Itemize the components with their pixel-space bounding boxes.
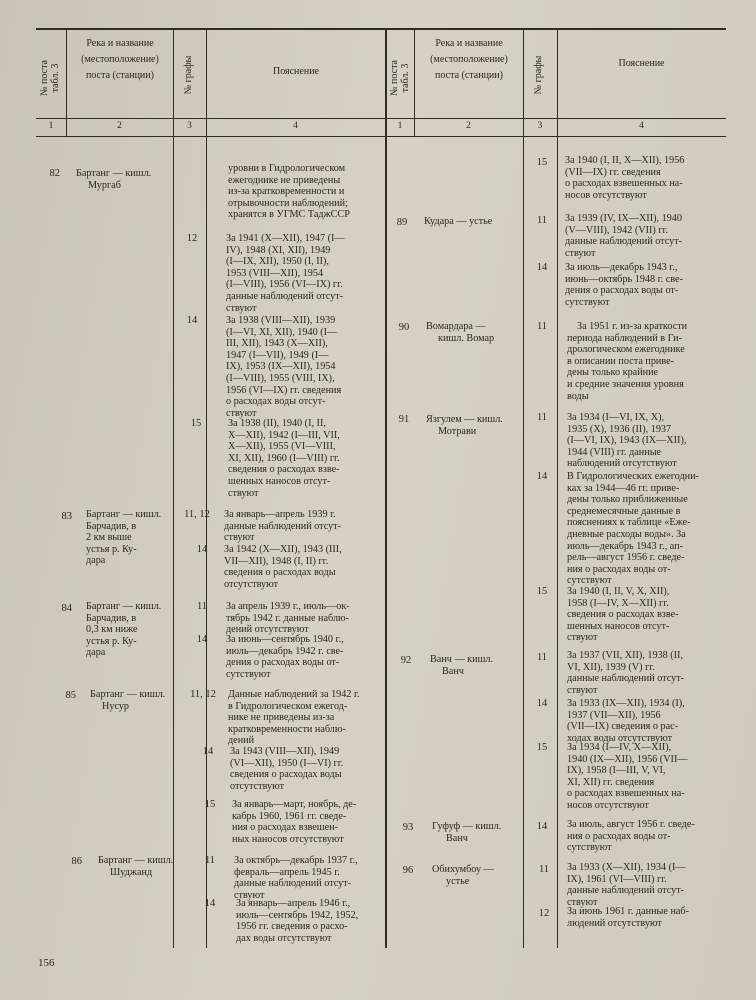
note-line: (VI—XII), 1950 (I—VI) гг. — [230, 757, 344, 769]
note-line: В Гидрологических ежегодни- — [567, 471, 699, 482]
note-line: данные наблюдений отсут- — [234, 878, 352, 890]
river-line: Барчадив, в — [86, 612, 137, 624]
graph-number: 14 — [202, 746, 214, 757]
note-line: За 1933 (IX—XII), 1934 (I), — [567, 698, 685, 709]
note-line: ствуют — [224, 532, 255, 544]
note-line: ствуют — [226, 407, 257, 419]
col-number-2: 2 — [117, 121, 122, 131]
note-line: За 1941 (X—XII), 1947 (I— — [226, 233, 345, 244]
col-number-4-right: 4 — [639, 121, 644, 131]
note-line: ствуют — [226, 302, 257, 314]
header-river-right — [416, 36, 522, 84]
river-line: Гуфуф — кишл. — [432, 821, 502, 832]
note-line: (I—VI, IX), 1943 (IX—XII), — [567, 435, 687, 447]
note-line: шенных наносов отсут- — [228, 475, 331, 487]
post-number: 85 — [65, 690, 76, 701]
graph-number: 12 — [538, 908, 550, 919]
col-number-3-right: 3 — [537, 121, 543, 131]
note-line: За январь—апрель 1939 г. — [224, 509, 336, 520]
header-note-right-text: Пояснение — [618, 58, 665, 69]
note-line: XI, XII), 1960 (I—VIII) гг. — [228, 452, 340, 464]
note-line: За 1942 (X—XII), 1943 (III, — [224, 544, 342, 555]
note-line: сведения о расходах воды — [224, 567, 336, 579]
note-line: ствуют — [567, 632, 598, 644]
note-line: За апрель 1939 г., июль—ок- — [226, 601, 350, 612]
post-number: 91 — [398, 414, 410, 425]
note-text — [236, 898, 358, 944]
col-divider — [173, 30, 174, 948]
note-line: За 1937 (VII, XII), 1938 (II, — [567, 650, 683, 661]
note-line: кабрь 1960, 1961 гг. сведе- — [232, 810, 347, 822]
graph-number: 11 — [536, 215, 548, 226]
river-line: устья р. Ку- — [86, 543, 137, 555]
post-number: 89 — [396, 217, 408, 228]
graph-number: 14 — [196, 544, 208, 555]
note-text — [234, 855, 358, 901]
river-line: Нусур — [102, 700, 130, 712]
note-line: отсутствуют — [224, 578, 279, 590]
note-line: носов отсутствуют — [567, 799, 649, 811]
header-river-line1: Река и название — [86, 38, 154, 49]
river-line: Ванч — [446, 832, 468, 844]
note-line: ствуют — [234, 889, 265, 901]
river-line: дара — [86, 647, 106, 659]
graph-number: 11 — [536, 412, 548, 423]
river-name — [426, 414, 503, 437]
note-text — [567, 862, 686, 908]
note-line: (I—IX, XII), 1950 (I, II), — [226, 256, 329, 268]
note-line: За июль, август 1956 г. сведе- — [567, 819, 695, 830]
table-top-rule — [36, 28, 726, 30]
note-text — [230, 746, 343, 792]
note-line: (VII—IX) гг. сведения — [565, 166, 661, 178]
note-line: ходах воды отсутствуют — [567, 732, 673, 744]
graph-number: 14 — [186, 315, 198, 326]
header-graph-no-right — [533, 37, 547, 113]
note-line: дены только крайние — [567, 367, 659, 379]
graph-number: 15 — [536, 157, 548, 168]
note-line: воды — [567, 390, 589, 402]
note-line: 1953 (VIII—XII), 1954 — [226, 267, 324, 279]
note-line: дений отсутствуют — [226, 624, 309, 636]
river-name — [90, 689, 165, 712]
note-line: данные наблюдений отсут- — [565, 236, 683, 248]
note-line: (I—VI, XI, XII), 1940 (I— — [226, 326, 338, 338]
note-line: 1937 (VII—XII), 1956 — [567, 709, 661, 721]
note-text — [567, 906, 689, 929]
note-line: дения о расходах воды от- — [226, 657, 340, 669]
graph-number: 11 — [536, 321, 548, 332]
header-post-no-line2: табл. 3 — [50, 63, 61, 93]
note-line: периода наблюдений в Ги- — [567, 332, 682, 344]
header-graph-no — [183, 37, 197, 113]
note-line: VII—XII), 1948 (I, II) гг. — [224, 555, 329, 567]
note-line: За 1940 (I, II, V, X, XII), — [567, 586, 670, 597]
note-line: ствуют — [565, 247, 596, 259]
note-line: 1958 (I—IV, X—XII) гг. — [567, 597, 669, 609]
note-line: сутствуют — [226, 668, 271, 680]
note-line: пояснениях к таблице «Еже- — [567, 517, 691, 529]
graph-number: 14 — [536, 262, 548, 273]
header-post-no — [39, 39, 63, 117]
col-number-2-right: 2 — [466, 121, 471, 131]
header-river-right-line3: поста (станции) — [435, 70, 503, 81]
col-number-4: 4 — [293, 121, 298, 131]
col-divider — [557, 30, 558, 948]
header-note-right — [557, 56, 726, 72]
note-line: дрологическом ежегоднике — [567, 344, 685, 356]
note-line: 1956 (VI—IX) гг. сведения — [226, 384, 342, 396]
graph-number: 11 — [536, 652, 548, 663]
graph-number: 14 — [536, 698, 548, 709]
note-line: дения о расходах воды от- — [565, 285, 679, 297]
col-number-1: 1 — [48, 121, 54, 131]
river-line: Барчадив, в — [86, 520, 137, 532]
note-text — [567, 412, 686, 470]
header-river-line2: (местоположение) — [81, 54, 159, 65]
graph-number: 11 — [538, 864, 550, 875]
page-number: 156 — [38, 957, 55, 969]
note-line: IX), 1958 (I—III, V, VI, — [567, 765, 666, 777]
note-text — [567, 650, 684, 696]
note-text — [567, 471, 699, 587]
note-text — [228, 689, 360, 747]
graph-number: 11 — [196, 601, 208, 612]
note-line: июль—декабрь 1943 г., ап- — [567, 540, 684, 552]
header-bottom-rule — [36, 136, 726, 137]
note-line: За июль—декабрь 1943 г., — [565, 262, 678, 273]
note-line: июнь—октябрь 1948 г. све- — [565, 273, 683, 285]
note-line: 1944 (VIII) гг. данные — [567, 446, 662, 458]
note-line: III, XII), 1943 (X—XII), — [226, 338, 328, 350]
note-line: За июнь—сентябрь 1940 г., — [226, 634, 344, 645]
note-line: в Гидрологическом ежегод- — [228, 700, 348, 712]
header-graph-no-right-text: № графы — [533, 55, 544, 95]
note-line: Данные наблюдений за 1942 г. — [228, 689, 360, 700]
note-line: в описании поста приве- — [567, 355, 675, 367]
river-name — [432, 864, 494, 887]
note-line: тябрь 1942 г. данные наблю- — [226, 612, 350, 624]
note-text — [226, 233, 345, 314]
river-line: Бартанг — кишл. — [86, 509, 162, 520]
graph-number: 15 — [204, 799, 216, 810]
note-line: данные наблюдений отсут- — [567, 673, 685, 685]
header-river-right-line1: Река и название — [435, 38, 503, 49]
header-note — [206, 64, 386, 80]
note-text — [565, 155, 684, 201]
note-text — [226, 315, 341, 419]
river-name — [98, 855, 173, 878]
river-line: устья р. Ку- — [86, 635, 137, 647]
note-line: За 1933 (X—XII), 1934 (I— — [567, 862, 686, 873]
note-line: IX), 1953 (IX—XII), 1954 — [226, 361, 336, 373]
note-line: За 1934 (I—IV, X—XII), — [567, 742, 672, 753]
note-line: (VII—IX) сведения о рас- — [567, 721, 679, 733]
note-text — [232, 799, 356, 845]
graph-number: 11, 12 — [184, 509, 210, 520]
header-numbers-rule — [36, 118, 726, 119]
note-line: июль—декабрь 1942 г. све- — [226, 645, 344, 657]
note-line: о расходах воды отсут- — [226, 396, 326, 408]
post-number: 86 — [71, 856, 82, 867]
header-post-no-line1: № поста — [39, 60, 50, 97]
note-text — [228, 163, 350, 221]
note-line: ния о расходах воды от- — [567, 563, 671, 575]
post-number: 90 — [398, 322, 410, 333]
note-line: уровни в Гидрологическом — [228, 163, 346, 174]
river-line: кишл. Вомар — [438, 332, 495, 344]
note-line: За 1943 (VIII—XII), 1949 — [230, 746, 340, 757]
note-line: (V—VIII), 1942 (VII) гг. — [565, 224, 669, 236]
river-line: Бартанг — кишл. — [90, 689, 166, 700]
post-number: 92 — [400, 655, 412, 666]
river-line: дара — [86, 555, 106, 567]
note-line: За 1939 (IV, IX—XII), 1940 — [565, 213, 682, 224]
note-line: из-за кратковременности и — [228, 186, 345, 198]
note-line: IX), 1961 (VI—VIII) гг. — [567, 873, 667, 885]
note-line: X—XII), 1955 (VI—VIII, — [228, 441, 336, 453]
river-line: Ванч — [442, 665, 464, 677]
col-divider — [523, 30, 524, 948]
note-line: шенных наносов отсут- — [567, 620, 670, 632]
note-text — [565, 262, 683, 308]
center-divider — [385, 28, 387, 948]
note-line: людений отсутствуют — [567, 917, 662, 929]
river-name — [76, 168, 151, 191]
note-line: февраль—апрель 1945 г. — [234, 866, 340, 878]
note-line: данные наблюдений отсут- — [567, 885, 685, 897]
note-line: X—XII), 1942 (I—III, VII, — [228, 429, 340, 441]
note-line: июль—сентябрь 1942, 1952, — [236, 909, 359, 921]
graph-number: 11 — [204, 855, 216, 866]
note-line: хранятся в УГМС ТаджССР — [228, 209, 350, 221]
header-river-line3: поста (станции) — [86, 70, 154, 81]
river-line: 0,3 км ниже — [86, 624, 138, 636]
note-text — [567, 742, 688, 812]
note-line: 1940 (IX—XII), 1956 (VII— — [567, 753, 688, 765]
graph-number: 15 — [190, 418, 202, 429]
graph-number: 14 — [536, 821, 548, 832]
note-line: и средние значения уровня — [567, 378, 684, 390]
post-number: 84 — [61, 603, 72, 614]
note-line: IV), 1948 (XI, XII), 1949 — [226, 244, 331, 256]
header-post-no-right — [389, 39, 413, 117]
header-river-right-line2: (местоположение) — [430, 54, 508, 65]
note-line: носов отсутствуют — [565, 189, 647, 201]
note-text — [567, 321, 687, 402]
note-line: дений — [228, 735, 255, 747]
note-line: 1935 (X), 1936 (II), 1937 — [567, 423, 672, 435]
note-line: XI, XII) гг. сведения — [567, 776, 655, 788]
river-line: Шуджанд — [110, 866, 153, 878]
note-text — [565, 213, 682, 259]
note-line: За 1938 (II), 1940 (I, II, — [228, 418, 326, 429]
river-name — [86, 601, 161, 659]
note-line: сведения о расходах воды — [230, 769, 342, 781]
river-line: 2 км выше — [86, 532, 132, 544]
note-line: нике не приведены из-за — [228, 712, 335, 724]
header-river — [68, 36, 172, 84]
note-line: За 1938 (VIII—XII), 1939 — [226, 315, 336, 326]
col-number-1-right: 1 — [397, 121, 403, 131]
river-name — [86, 509, 161, 567]
post-number: 82 — [49, 168, 60, 179]
river-line: Мургаб — [88, 179, 121, 191]
graph-number: 14 — [536, 471, 548, 482]
note-line: За 1951 г. из-за краткости — [577, 321, 688, 332]
note-line: среднемесячные данные в — [567, 505, 681, 517]
post-number: 96 — [402, 865, 414, 876]
note-line: сведения о расходах взве- — [228, 464, 340, 476]
note-line: дах воды отсутствуют — [236, 932, 332, 944]
note-line: За январь—апрель 1946 г., — [236, 898, 351, 909]
post-number: 83 — [61, 511, 72, 522]
river-name — [430, 654, 493, 677]
note-line: данные наблюдений отсут- — [224, 520, 342, 532]
post-number: 93 — [402, 822, 414, 833]
note-line: отрывочности наблюдений; — [228, 197, 348, 209]
river-line: Бартанг — кишл. — [76, 168, 152, 179]
header-post-no-right-line1: № поста — [389, 60, 400, 97]
note-line: ных наносов отсутствуют — [232, 833, 344, 845]
note-text — [226, 601, 350, 636]
note-line: сутствуют — [567, 575, 612, 587]
note-line: За январь—март, ноябрь, де- — [232, 799, 357, 810]
note-line: сутствуют — [565, 296, 610, 308]
note-line: ствуют — [228, 487, 259, 499]
note-line: сведения о расходах взве- — [567, 609, 679, 621]
note-line: ствуют — [567, 684, 598, 696]
note-text — [567, 819, 695, 854]
note-line: 1947 (I—VII), 1949 (I— — [226, 349, 329, 361]
note-line: отсутствуют — [230, 780, 285, 792]
note-line: ния о расходах взвешен- — [232, 822, 338, 834]
note-line: рель—август 1956 г. сведе- — [567, 552, 685, 564]
header-graph-no-text: № графы — [183, 55, 194, 95]
note-line: ствуют — [567, 896, 598, 908]
graph-number: 14 — [196, 634, 208, 645]
note-line: VI, XII), 1939 (V) гг. — [567, 661, 655, 673]
note-line: кратковременности наблю- — [228, 723, 346, 735]
note-line: За 1934 (I—VI, IX, X), — [567, 412, 665, 423]
note-line: о расходах взвешенных на- — [565, 178, 683, 190]
note-text — [567, 586, 679, 644]
note-line: данные наблюдений отсут- — [226, 290, 344, 302]
river-line: Обихумбоу — — [432, 864, 494, 875]
river-line: устье — [446, 875, 470, 887]
note-line: сутствуют — [567, 842, 612, 854]
river-line: Язгулем — кишл. — [426, 414, 503, 425]
note-text — [228, 418, 340, 499]
note-line: (I—VIII), 1956 (VI—IX) гг. — [226, 279, 343, 291]
note-line: За 1940 (I, II, X—XII), 1956 — [565, 155, 685, 166]
river-line: Бартанг — кишл. — [86, 601, 162, 612]
note-line: ежегоднике не приведены — [228, 174, 341, 186]
river-name — [432, 821, 501, 844]
note-text — [224, 544, 342, 590]
note-line: За июнь 1961 г. данные наб- — [567, 906, 689, 917]
note-line: ния о расходах воды от- — [567, 830, 671, 842]
note-text — [567, 698, 685, 744]
graph-number: 12 — [186, 233, 198, 244]
note-line: За октябрь—декабрь 1937 г., — [234, 855, 358, 866]
river-line: Кудара — устье — [424, 216, 493, 227]
note-line: наблюдений отсутствуют — [567, 458, 677, 470]
col-number-3: 3 — [187, 121, 192, 131]
note-line: 1956 гг. сведения о расхо- — [236, 921, 348, 933]
note-text — [224, 509, 341, 544]
river-name — [424, 216, 492, 228]
header-post-no-right-line2: табл. 3 — [400, 63, 411, 93]
river-line: Бартанг — кишл. — [98, 855, 174, 866]
note-line: (I—VIII), 1955 (VIII, IX), — [226, 372, 335, 384]
river-line: Мотрави — [438, 425, 477, 437]
note-text — [226, 634, 344, 680]
graph-number: 15 — [536, 742, 548, 753]
graph-number: 15 — [536, 586, 548, 597]
note-line: дневные расходы воды». За — [567, 528, 686, 540]
graph-number: 14 — [204, 898, 216, 909]
river-line: Вомардара — — [426, 321, 486, 332]
header-note-text: Пояснение — [272, 66, 319, 77]
note-line: дены только приближенные — [567, 494, 688, 506]
note-line: о расходах взвешенных на- — [567, 788, 685, 800]
river-line: Ванч — кишл. — [430, 654, 494, 665]
graph-number: 11, 12 — [190, 689, 216, 700]
note-line: ках за 1944—46 гг. приве- — [567, 482, 680, 494]
river-name — [426, 321, 494, 344]
